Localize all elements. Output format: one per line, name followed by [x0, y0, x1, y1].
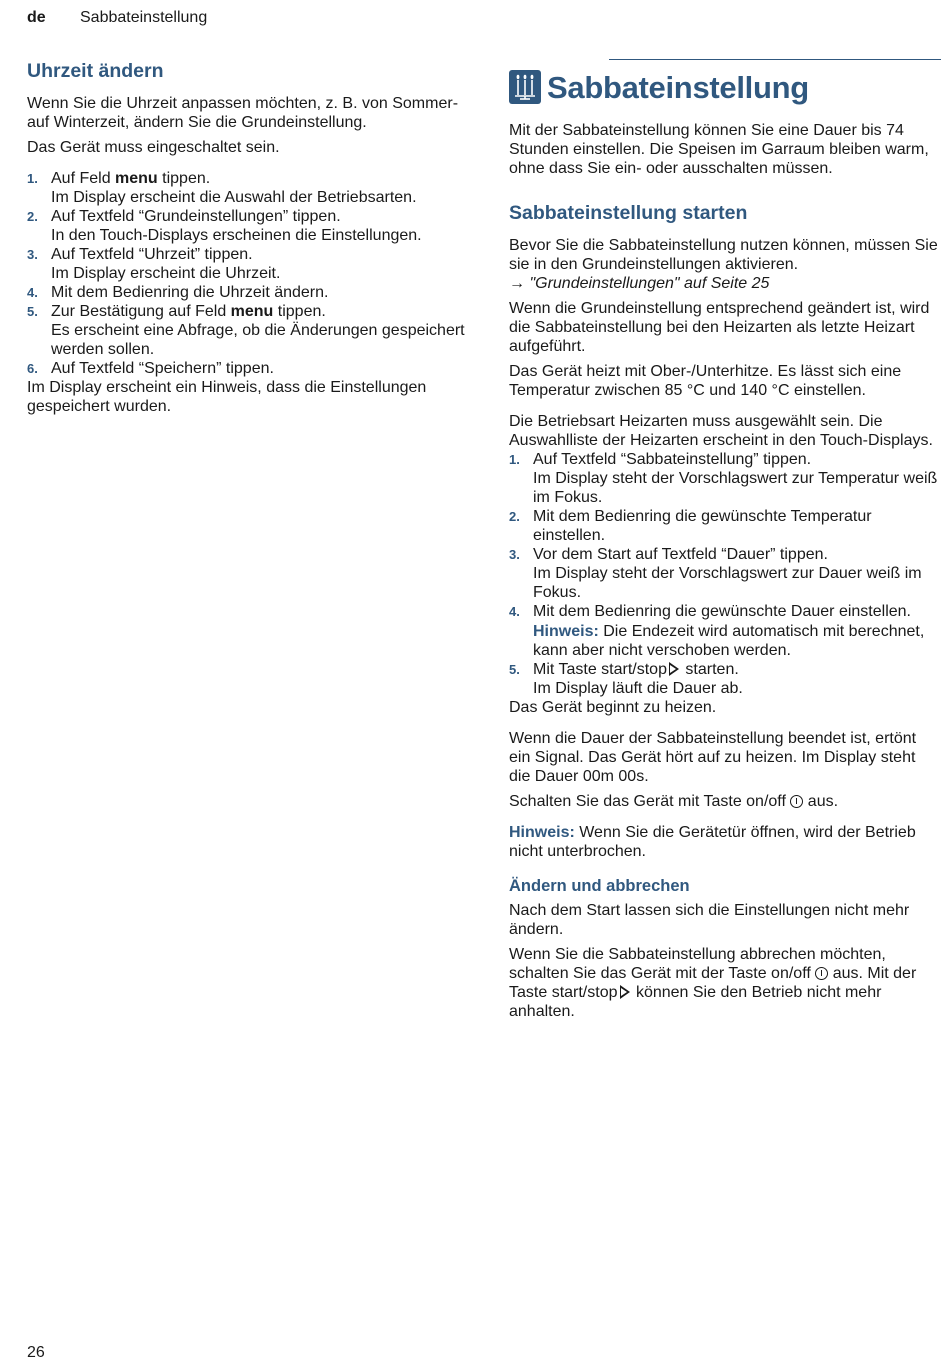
- title-rule: [609, 59, 941, 60]
- step-result: Im Display steht der Vorschlagswert zur Temperatur weiß im Fokus.: [533, 470, 938, 506]
- menu-label: menu: [115, 170, 158, 187]
- step: 4. Mit dem Bedienring die Uhrzeit ändern.: [27, 284, 329, 301]
- step: 4. Mit dem Bedienring die gewünschte Dauer einstellen. Hinweis: Die Endezeit wird automatisch mit berechnet, kann aber nicht verschoben werden.: [509, 602, 941, 660]
- start-stop-icon: [669, 662, 679, 676]
- page-header: [27, 8, 208, 27]
- hint-label: Hinweis:: [533, 623, 599, 640]
- step-hint: Hinweis: Die Endezeit wird automatisch mit berechnet, kann aber nicht verschoben werden.: [533, 623, 925, 659]
- steps-list-uhrzeit: [27, 169, 467, 378]
- step-number: 2.: [27, 209, 38, 224]
- step: 2. Auf Textfeld “Grundeinstellungen” tippen. In den Touch-Displays erscheinen die Einstellungen.: [27, 207, 467, 245]
- step-result: Im Display steht der Vorschlagswert zur Dauer weiß im Fokus.: [533, 565, 922, 601]
- end-paragraph-1: Wenn die Dauer der Sabbateinstellung beendet ist, ertönt ein Signal. Das Gerät hört auf zu heizen. Im Display steht die Dauer 00m 00s.: [509, 730, 917, 785]
- step-number: 1.: [509, 452, 520, 467]
- step: 1. Auf Feld menu tippen. Im Display erscheint die Auswahl der Betriebsarten.: [27, 169, 467, 207]
- hint-paragraph: Hinweis: Wenn Sie die Gerätetür öffnen, wird der Betrieb nicht unterbrochen.: [509, 824, 916, 860]
- step-result: Es erscheint eine Abfrage, ob die Änderungen gespeichert werden sollen.: [51, 322, 465, 358]
- step-result: Im Display erscheint die Auswahl der Betriebsarten.: [51, 189, 417, 206]
- final-result: Im Display erscheint ein Hinweis, dass die Einstellungen gespeichert wurden.: [27, 379, 427, 415]
- power-icon: [790, 795, 803, 808]
- step-number: 1.: [27, 171, 38, 186]
- end-paragraph-2: Schalten Sie das Gerät mit Taste on/off aus.: [509, 793, 839, 810]
- step: 3. Vor dem Start auf Textfeld “Dauer” tippen. Im Display steht der Vorschlagswert zur Dauer weiß im Fokus.: [509, 545, 941, 602]
- cross-reference-link[interactable]: "Grundeinstellungen" auf Seite 25: [529, 275, 770, 292]
- step-number: 4.: [27, 285, 38, 300]
- running-section-title: Sabbateinstellung: [80, 9, 208, 26]
- chapter-title: Sabbateinstellung: [547, 70, 809, 105]
- right-column: [509, 60, 941, 1027]
- language-code: de: [27, 9, 46, 26]
- start-paragraph-3: Das Gerät heizt mit Ober-/Unterhitze. Es lässt sich eine Temperatur zwischen 85 °C und 140 °C einstellen.: [509, 363, 902, 399]
- step-number: 4.: [509, 604, 520, 619]
- step-number: 5.: [27, 304, 38, 319]
- step: 1. Auf Textfeld “Sabbateinstellung” tippen. Im Display steht der Vorschlagswert zur Temperatur weiß im Fokus.: [509, 450, 941, 507]
- step: 2. Mit dem Bedienring die gewünschte Temperatur einstellen.: [509, 508, 872, 544]
- prerequisite: Das Gerät muss eingeschaltet sein.: [27, 139, 280, 156]
- sabbath-candles-icon: [509, 70, 541, 104]
- step-result: Im Display läuft die Dauer ab.: [533, 680, 743, 697]
- power-icon: [815, 967, 828, 980]
- step-result: In den Touch-Displays erscheinen die Einstellungen.: [51, 227, 422, 244]
- change-paragraph-1: Nach dem Start lassen sich die Einstellungen nicht mehr ändern.: [509, 902, 910, 938]
- step-result: Im Display erscheint die Uhrzeit.: [51, 265, 281, 282]
- start-paragraph-2: Wenn die Grundeinstellung entsprechend geändert ist, wird die Sabbateinstellung bei den Heizarten als letzte Heizart aufgeführt.: [509, 300, 930, 355]
- menu-label: menu: [230, 303, 274, 320]
- step-number: 5.: [509, 662, 520, 677]
- step-number: 2.: [509, 509, 520, 524]
- intro-paragraph: Wenn Sie die Uhrzeit anpassen möchten, z. B. von Sommer- auf Winterzeit, ändern Sie die Grundeinstellung.: [27, 95, 459, 131]
- start-paragraph-4: Die Betriebsart Heizarten muss ausgewählt sein. Die Auswahlliste der Heizarten erscheint in den Touch-Displays.: [509, 413, 933, 449]
- steps-list-sabbat: [509, 450, 941, 698]
- step-number: 3.: [509, 547, 520, 562]
- hint-label: Hinweis:: [509, 824, 575, 841]
- page-number: 26: [27, 1344, 45, 1361]
- step: 6. Auf Textfeld “Speichern” tippen.: [27, 360, 274, 377]
- left-column: [27, 60, 467, 422]
- start-paragraph-1: Bevor Sie die Sabbateinstellung nutzen können, müssen Sie sie in den Grundeinstellungen aktivieren. → "Grundeinstellungen" auf Seite 25: [509, 237, 938, 292]
- chapter-title-block: [509, 65, 941, 105]
- section-heading-uhrzeit: Uhrzeit ändern: [27, 60, 164, 82]
- step: 5. Mit Taste start/stop starten. Im Display läuft die Dauer ab.: [509, 660, 941, 698]
- cross-reference-arrow: →: [509, 275, 525, 292]
- final-result: Das Gerät beginnt zu heizen.: [509, 699, 717, 716]
- change-paragraph-2: Wenn Sie die Sabbateinstellung abbrechen möchten, schalten Sie das Gerät mit der Taste on/off aus. Mit der Taste start/stop können Sie den Betrieb nicht mehr anhalten.: [509, 946, 917, 1020]
- step-number: 6.: [27, 361, 38, 376]
- section-heading-starten: Sabbateinstellung starten: [509, 202, 748, 224]
- section-heading-aendern: Ändern und abbrechen: [509, 877, 690, 895]
- start-stop-icon: [620, 985, 630, 999]
- chapter-intro: Mit der Sabbateinstellung können Sie eine Dauer bis 74 Stunden einstellen. Die Speisen im Garraum bleiben warm, ohne dass Sie ein- oder ausschalten müssen.: [509, 122, 929, 177]
- step: 3. Auf Textfeld “Uhrzeit” tippen. Im Display erscheint die Uhrzeit.: [27, 245, 467, 283]
- step-number: 3.: [27, 247, 38, 262]
- step: 5. Zur Bestätigung auf Feld menu tippen. Es erscheint eine Abfrage, ob die Änderungen gespeichert werden sollen.: [27, 302, 467, 359]
